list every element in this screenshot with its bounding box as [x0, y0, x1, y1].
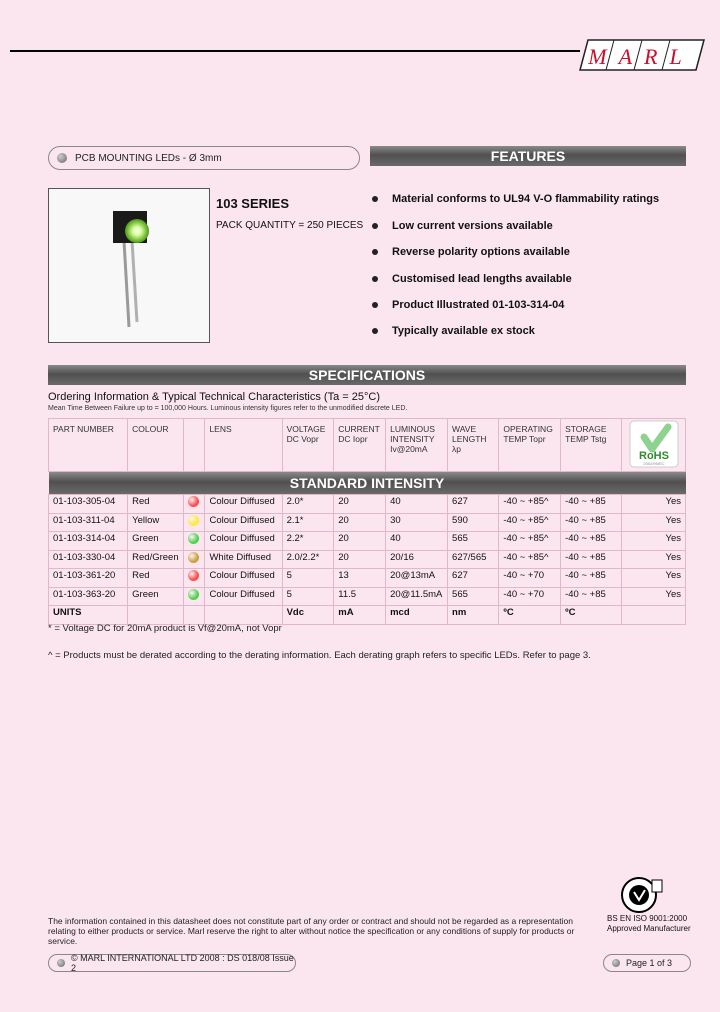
part-number-cell: 01-103-314-04	[49, 532, 128, 551]
intensity-cell: 40	[386, 495, 448, 514]
colour-cell: Green	[128, 532, 183, 551]
iso-certification-icon	[620, 876, 666, 914]
table-header-row	[49, 419, 686, 472]
footer-bullet-icon	[612, 959, 620, 967]
voltage-cell: 2.1*	[282, 513, 334, 532]
led-swatch-cell	[183, 587, 205, 606]
rohs-cell: Yes	[622, 495, 686, 514]
rohs-cell: Yes	[622, 513, 686, 532]
led-colour-icon	[188, 496, 199, 507]
series-title: 103 SERIES	[216, 196, 289, 211]
current-cell: 11.5	[334, 587, 386, 606]
intensity-cell: 30	[386, 513, 448, 532]
voltage-note: * = Voltage DC for 20mA product is Vf@20mA, not Vopr	[48, 623, 282, 634]
table-row	[49, 587, 686, 606]
page-number: Page 1 of 3	[626, 958, 673, 968]
colour-cell: Green	[128, 587, 183, 606]
intensity-cell: 20@13mA	[386, 569, 448, 588]
mtbf-note: Mean Time Between Failure up to = 100,000 Hours. Luminous intensity figures refer to the unmodified discrete LED.	[48, 405, 408, 412]
led-swatch-cell	[183, 513, 205, 532]
current-cell: 13	[334, 569, 386, 588]
led-swatch-cell	[183, 495, 205, 514]
features-header: FEATURES	[370, 146, 686, 166]
lens-cell: Colour Diffused	[205, 569, 282, 588]
units-row: UNITS Vdc mA mcd nm ºC ºC	[49, 606, 686, 625]
operating-temp-cell: -40 ~ +85^	[499, 513, 561, 532]
operating-temp-cell: -40 ~ +70	[499, 569, 561, 588]
part-number-cell: 01-103-311-04	[49, 513, 128, 532]
derating-note: ^ = Products must be derated according to the derating information. Each derating graph refers to specific LEDs. Refer to page 3.	[48, 650, 591, 661]
operating-temp-cell: -40 ~ +85^	[499, 550, 561, 569]
pack-quantity: PACK QUANTITY = 250 PIECES	[216, 220, 364, 231]
iso-standard: BS EN ISO 9001:2000	[607, 914, 688, 923]
feature-item: Low current versions available	[372, 220, 553, 232]
lens-cell: Colour Diffused	[205, 513, 282, 532]
feature-item: Customised lead lengths available	[372, 273, 572, 285]
wavelength-cell: 627/565	[448, 550, 499, 569]
lens-cell: Colour Diffused	[205, 587, 282, 606]
intensity-cell: 20@11.5mA	[386, 587, 448, 606]
feature-item: Typically available ex stock	[372, 325, 535, 337]
header-cell: STORAGE TEMP Tstg	[561, 419, 622, 472]
led-swatch-cell	[183, 532, 205, 551]
header-cell: LENS	[205, 419, 282, 472]
table-row	[49, 532, 686, 551]
rohs-logo	[624, 419, 684, 469]
feature-item: Product Illustrated 01-103-314-04	[372, 299, 564, 311]
rohs-cell: Yes	[622, 569, 686, 588]
table-row	[49, 550, 686, 569]
led-colour-icon	[188, 589, 199, 600]
intensity-cell: 20/16	[386, 550, 448, 569]
led-colour-icon	[188, 570, 199, 581]
storage-temp-cell: -40 ~ +85	[561, 513, 622, 532]
footer-bullet-icon	[57, 959, 65, 967]
table-row	[49, 569, 686, 588]
intensity-cell: 40	[386, 532, 448, 551]
colour-cell: Red	[128, 569, 183, 588]
wavelength-cell: 565	[448, 587, 499, 606]
led-colour-icon	[188, 552, 199, 563]
current-cell: 20	[334, 550, 386, 569]
header-cell: CURRENT DC Iopr	[334, 419, 386, 472]
specifications-header: SPECIFICATIONS	[48, 365, 686, 385]
storage-temp-cell: -40 ~ +85	[561, 532, 622, 551]
storage-temp-cell: -40 ~ +85	[561, 587, 622, 606]
voltage-cell: 2.0*	[282, 495, 334, 514]
voltage-cell: 2.2*	[282, 532, 334, 551]
lens-cell: White Diffused	[205, 550, 282, 569]
subtitle-text: PCB MOUNTING LEDs - Ø 3mm	[75, 152, 222, 164]
table-row	[49, 495, 686, 514]
svg-text:RoHS: RoHS	[638, 450, 669, 462]
voltage-cell: 2.0/2.2*	[282, 550, 334, 569]
voltage-cell: 5	[282, 569, 334, 588]
operating-temp-cell: -40 ~ +85^	[499, 495, 561, 514]
storage-temp-cell: -40 ~ +85	[561, 569, 622, 588]
header-cell: OPERATING TEMP Topr	[499, 419, 561, 472]
led-colour-icon	[188, 515, 199, 526]
lens-cell: Colour Diffused	[205, 532, 282, 551]
header-cell: PART NUMBER	[49, 419, 128, 472]
colour-cell: Red	[128, 495, 183, 514]
marl-logo	[578, 38, 706, 72]
header-cell: VOLTAGE DC Vopr	[282, 419, 334, 472]
subtitle-pill	[48, 146, 360, 170]
table-row	[49, 513, 686, 532]
part-number-cell: 01-103-330-04	[49, 550, 128, 569]
wavelength-cell: 565	[448, 532, 499, 551]
svg-text:2002/95/EC: 2002/95/EC	[643, 461, 665, 466]
page-number-pill	[603, 954, 691, 972]
colour-cell: Yellow	[128, 513, 183, 532]
wavelength-cell: 627	[448, 495, 499, 514]
footer-copyright-pill	[48, 954, 296, 972]
storage-temp-cell: -40 ~ +85	[561, 550, 622, 569]
rohs-logo-cell	[622, 419, 686, 472]
iso-approved: Approved Manufacturer	[607, 924, 691, 933]
header-cell: COLOUR	[128, 419, 183, 472]
current-cell: 20	[334, 495, 386, 514]
operating-temp-cell: -40 ~ +70	[499, 587, 561, 606]
product-photo	[48, 188, 210, 343]
spec-table	[48, 418, 686, 625]
disclaimer: The information contained in this datasheet does not constitute part of any order or contract and should not be regarded as a representation relating to either products or service. Marl reserve the right to alter without notice the specification or any conditions of supply for products or service.	[48, 916, 575, 946]
header-rule	[10, 50, 580, 52]
storage-temp-cell: -40 ~ +85	[561, 495, 622, 514]
voltage-cell: 5	[282, 587, 334, 606]
current-cell: 20	[334, 532, 386, 551]
feature-item: Reverse polarity options available	[372, 246, 570, 258]
feature-item: Material conforms to UL94 V-O flammability ratings	[372, 193, 659, 205]
led-swatch-cell	[183, 550, 205, 569]
rohs-cell: Yes	[622, 550, 686, 569]
part-number-cell: 01-103-305-04	[49, 495, 128, 514]
current-cell: 20	[334, 513, 386, 532]
wavelength-cell: 590	[448, 513, 499, 532]
lens-cell: Colour Diffused	[205, 495, 282, 514]
pill-bullet-icon	[57, 153, 67, 163]
colour-cell: Red/Green	[128, 550, 183, 569]
rohs-cell: Yes	[622, 532, 686, 551]
header-cell: WAVE LENGTH λp	[448, 419, 499, 472]
svg-text:MARL: MARL	[588, 44, 694, 69]
wavelength-cell: 627	[448, 569, 499, 588]
header-cell: LUMINOUS INTENSITY Iv@20mA	[386, 419, 448, 472]
header-cell	[183, 419, 205, 472]
operating-temp-cell: -40 ~ +85^	[499, 532, 561, 551]
led-swatch-cell	[183, 569, 205, 588]
ordering-title: Ordering Information & Typical Technical Characteristics (Ta = 25°C)	[48, 391, 380, 403]
rohs-cell: Yes	[622, 587, 686, 606]
copyright-text: © MARL INTERNATIONAL LTD 2008 : DS 018/08 Issue 2	[71, 953, 294, 973]
part-number-cell: 01-103-361-20	[49, 569, 128, 588]
led-colour-icon	[188, 533, 199, 544]
part-number-cell: 01-103-363-20	[49, 587, 128, 606]
standard-intensity-band: STANDARD INTENSITY	[49, 472, 686, 494]
